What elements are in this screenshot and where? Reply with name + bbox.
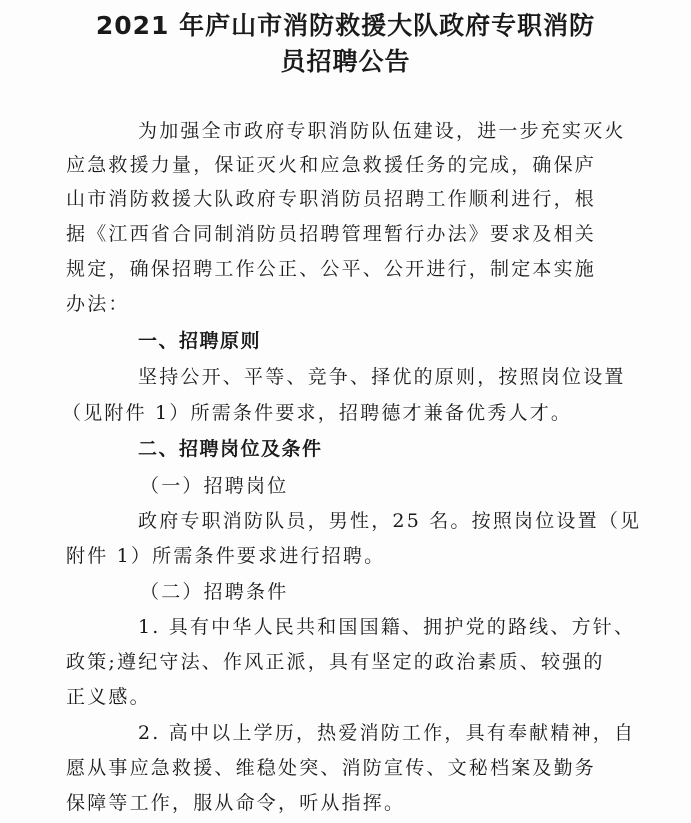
condition-1-line-1: 1. 具有中华人民共和国国籍、拥护党的路线、方针、 [138,616,636,638]
subsection-1-line-1: 政府专职消防队员，男性，25 名。按照岗位设置（见 [138,510,642,532]
title-line-2: 员招聘公告 [280,47,411,76]
section-1-heading: 一、招聘原则 [138,330,262,352]
intro-line-5: 规定，确保招聘工作公正、公平、公开进行，制定本实施 [66,258,597,280]
intro-line-2: 应急救援力量，保证灭火和应急救援任务的完成，确保庐 [66,154,597,176]
intro-line-6: 办法： [66,293,130,315]
section-2-heading: 二、招聘岗位及条件 [138,438,323,460]
subsection-1-line-2: 附件 1）所需条件要求进行招聘。 [66,545,386,567]
subsection-1-heading: （一）招聘岗位 [140,475,289,497]
section-1-line-2: （见附件 1）所需条件要求，招聘德才兼备优秀人才。 [62,402,573,424]
condition-2-line-3: 保障等工作，服从命令，听从指挥。 [66,792,406,814]
condition-1-line-2: 政策;遵纪守法、作风正派，具有坚定的政治素质、较强的 [66,651,605,673]
section-1-line-1: 坚持公开、平等、竞争、择优的原则，按照岗位设置 [138,366,626,388]
intro-line-4: 据《江西省合同制消防员招聘管理暂行办法》要求及相关 [66,223,597,245]
condition-2-line-1: 2. 高中以上学历，热爱消防工作，具有奉献精神，自 [138,722,636,744]
intro-line-3: 山市消防救援大队政府专职消防员招聘工作顺利进行，根 [66,188,597,210]
intro-line-1: 为加强全市政府专职消防队伍建设，进一步充实灭火 [138,120,626,142]
condition-2-line-2: 愿从事应急救援、维稳处突、消防宣传、文秘档案及勤务 [66,757,597,779]
title-line-1: 2021 年庐山市消防救援大队政府专职消防 [95,11,596,40]
condition-1-line-3: 正义感。 [66,686,151,708]
subsection-2-heading: （二）招聘条件 [140,581,289,603]
